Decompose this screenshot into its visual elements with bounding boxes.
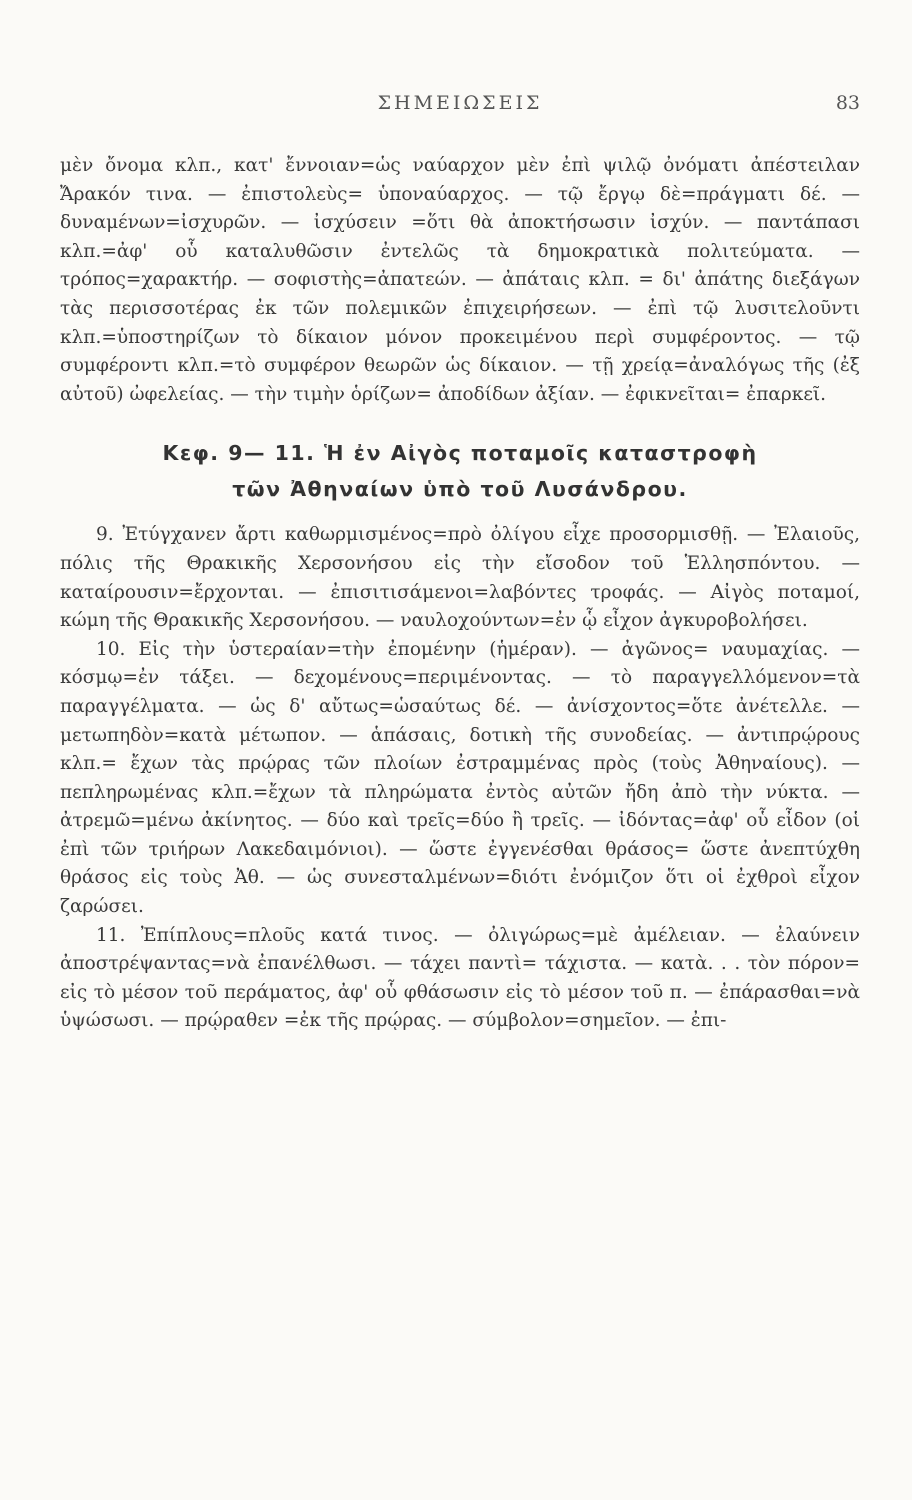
notes-continuation-paragraph: μὲν ὄνομα κλπ., κατ' ἔννοιαν=ὡς ναύαρχον μὲν ἐπὶ ψιλῷ ὀνόματι ἀπέστειλαν Ἄρακόν τινα. — ἐπιστολεὺς= ὑποναύαρχος. — τῷ ἔργῳ δὲ=πράγματι δέ. — δυναμένων=ἰσχυρῶν. — ἰσχύσειν =ὅτι θὰ ἀποκτήσωσιν ἰσχύν. — παντάπασι κλπ.=ἀφ' οὗ καταλυθῶσιν ἐντελῶς τὰ δημοκρατικὰ πολιτεύματα. — τρόπος=χαρακτήρ. — σοφιστὴς=ἀπατεών. — ἀπάταις κλπ. = δι' ἀπάτης διεξάγων τὰς περισσοτέρας ἐκ τῶν πολεμικῶν ἐπιχειρήσεων. — ἐπὶ τῷ λυσιτελοῦντι κλπ.=ὑποστηρίζων τὸ δίκαιον μόνον προκειμένου περὶ συμφέροντος. — τῷ συμφέροντι κλπ.=τὸ συμφέρον θεωρῶν ὡς δίκαιον. — τῇ χρείᾳ=ἀναλόγως τῆς (ἐξ αὐτοῦ) ὠφελείας. — τὴν τιμὴν ὁρίζων= ἀποδίδων ἀξίαν. — ἐφικνεῖται= ἐπαρκεῖ. [60,155,860,405]
page-header [60,92,860,122]
page-number: 83 [835,92,860,114]
chapter-heading-line-2: τῶν Ἀθηναίων ὑπὸ τοῦ Λυσάνδρου. [232,477,688,502]
note-11: 11. Ἐπίπλους=πλοῦς κατά τινος. — ὀλιγώρως=μὲ ἀμέλειαν. — ἐλαύνειν ἀποστρέψαντας=νὰ ἐπανέλθωσι. — τάχει παντὶ= τάχιστα. — κατὰ. . . τὸν πόρον= εἰς τὸ μέσον τοῦ περάματος, ἀφ' οὗ φθάσωσιν εἰς τὸ μέσον τοῦ π. — ἐπάρασθαι=νὰ ὑψώσωσι. — πρῴραθεν =ἐκ τῆς πρῴρας. — σύμβολον=σημεῖον. — ἐπι- [60,924,860,1032]
running-title: ΣΗΜΕΙΩΣΕΙΣ [377,92,543,114]
page-body [60,152,860,1036]
chapter-heading-line-1: Κεφ. 9— 11. Ἡ ἐν Αἰγὸς ποταμοῖς καταστροφὴ [162,441,758,466]
chapter-heading [60,435,860,507]
note-10: 10. Εἰς τὴν ὑστεραίαν=τὴν ἐπομένην (ἡμέραν). — ἀγῶνος= ναυμαχίας. — κόσμῳ=ἐν τάξει. — δεχομένους=περιμένοντας. — τὸ παραγγελλόμενον=τὰ παραγγέλματα. — ὡς δ' αὔτως=ὡσαύτως δέ. — ἀνίσχοντος=ὅτε ἀνέτελλε. — μετωπηδὸν=κατὰ μέτωπον. — ἁπάσαις, δοτικὴ τῆς συνοδείας. — ἀντιπρῴρους κλπ.= ἔχων τὰς πρῴρας τῶν πλοίων ἐστραμμένας πρὸς (τοὺς Ἀθηναίους). — πεπληρωμένας κλπ.=ἔχων τὰ πληρώματα ἐντὸς αὐτῶν ἤδη ἀπὸ τὴν νύκτα. — ἀτρεμῶ=μένω ἀκίνητος. — δύο καὶ τρεῖς=δύο ἢ τρεῖς. — ἰδόντας=ἀφ' οὗ εἶδον (οἱ ἐπὶ τῶν τριήρων Λακεδαιμόνιοι). — ὥστε ἐγγενέσθαι θράσος= ὥστε ἀνεπτύχθη θράσος εἰς τοὺς Ἀθ. — ὡς συνεσταλμένων=διότι ἐνόμιζον ὅτι οἱ ἐχθροὶ εἶχον ζαρώσει. [60,638,860,918]
note-9: 9. Ἐτύγχανεν ἄρτι καθωρμισμένος=πρὸ ὀλίγου εἶχε προσορμισθῇ. — Ἐλαιοῦς, πόλις τῆς Θρακικῆς Χερσονήσου εἰς τὴν εἴσοδον τοῦ Ἑλλησπόντου. — καταίρουσιν=ἔρχονται. — ἐπισιτισάμενοι=λαβόντες τροφάς. — Αἰγὸς ποταμοί, κώμη τῆς Θρακικῆς Χερσονήσου. — ναυλοχούντων=ἐν ᾧ εἶχον ἀγκυροβολήσει. [60,524,860,632]
